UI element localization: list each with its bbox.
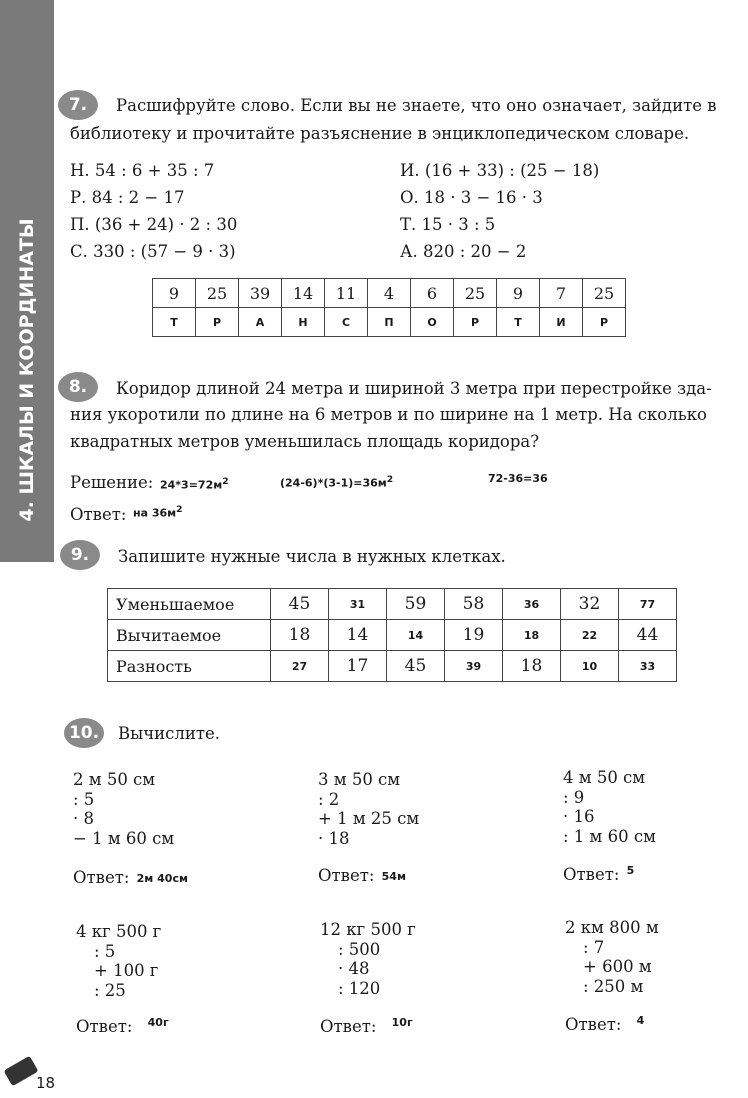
task-8-text: Коридор длиной 24 метра и шириной 3 метра при перестройке зда- [116, 379, 712, 398]
value-cell: 18 [271, 620, 329, 651]
letter-cell: А [239, 308, 282, 337]
value-cell: 18 [503, 620, 561, 651]
answer-row [563, 864, 634, 884]
answer-label: Ответ: [565, 1015, 622, 1034]
letter-cell: Т [497, 308, 540, 337]
task-10-text: Вычислите. [118, 724, 221, 743]
number-cell: 39 [239, 279, 282, 308]
page-number: 18 [36, 1074, 56, 1092]
start-value: 3 м 50 см [318, 770, 401, 789]
number-cell: 6 [411, 279, 454, 308]
operation: : 5 [94, 941, 116, 961]
operation: + 1 м 25 см [318, 809, 420, 828]
answer-row [318, 866, 406, 885]
value-cell: 58 [445, 589, 503, 620]
expression: А. 820 : 20 − 2 [400, 242, 527, 261]
value-cell: 10 [561, 651, 619, 682]
answer-row [565, 1014, 644, 1034]
row-label: Разность [108, 651, 271, 682]
answer-label: Ответ: [73, 868, 130, 887]
subtraction-table [107, 588, 677, 682]
row-label: Вычитаемое [108, 620, 271, 651]
operation: : 250 м [583, 976, 644, 996]
letter-cell: Р [454, 308, 497, 337]
operation: : 5 [73, 789, 95, 809]
task-7-text: Расшифруйте слово. Если вы не знаете, что оно означает, зайдите в [116, 96, 717, 115]
expression: О. 18 · 3 − 16 · 3 [400, 188, 543, 207]
operation: : 120 [338, 978, 381, 998]
letter-cell: Н [282, 308, 325, 337]
decode-table [152, 278, 626, 337]
calc-block [565, 918, 659, 996]
solution-step: 72-36=36 [488, 472, 548, 485]
answer-label: Ответ: [76, 1017, 133, 1036]
expression: Р. 84 : 2 − 17 [70, 188, 185, 207]
superscript: 2 [222, 476, 229, 487]
number-cell: 9 [153, 279, 196, 308]
start-value: 2 км 800 м [565, 918, 659, 937]
number-cell: 9 [497, 279, 540, 308]
calc-block [563, 768, 656, 846]
task-8-text: ния укоротили по длине на 6 метров и по ширине на 1 метр. На сколько [70, 405, 707, 424]
task-8-text: квадратных метров уменьшилась площадь коридора? [70, 432, 540, 451]
value-cell: 45 [387, 651, 445, 682]
letter-cell: И [540, 308, 583, 337]
operation: + 100 г [94, 961, 159, 980]
solution-step: 24*3=72м [160, 478, 223, 492]
operation: · 8 [73, 809, 94, 828]
expression: Н. 54 : 6 + 35 : 7 [70, 161, 215, 180]
letter-cell: О [411, 308, 454, 337]
value-cell: 32 [561, 589, 619, 620]
value-cell: 18 [503, 651, 561, 682]
value-cell: 27 [271, 651, 329, 682]
table-row [108, 651, 677, 682]
calc-block [76, 922, 161, 1000]
solution-label: Решение: [70, 473, 154, 492]
value-cell: 14 [329, 620, 387, 651]
number-cell: 25 [196, 279, 239, 308]
number-cell: 25 [454, 279, 497, 308]
start-value: 4 м 50 см [563, 768, 646, 787]
value-cell: 31 [329, 589, 387, 620]
letter-cell: Т [153, 308, 196, 337]
calc-block [318, 770, 419, 848]
value-cell: 33 [619, 651, 677, 682]
value-cell: 39 [445, 651, 503, 682]
answer-value: 10г [391, 1016, 413, 1029]
operation: : 9 [563, 787, 585, 807]
expression: И. (16 + 33) : (25 − 18) [400, 161, 600, 180]
start-value: 4 кг 500 г [76, 922, 162, 941]
operation: + 600 м [583, 957, 652, 976]
value-cell: 17 [329, 651, 387, 682]
chapter-title: 4. ШКАЛЫ И КООРДИНАТЫ [16, 218, 38, 522]
value-cell: 77 [619, 589, 677, 620]
logo-icon [4, 1056, 39, 1087]
answer-value: 4 [636, 1014, 645, 1027]
task-10-badge: 10. [64, 718, 104, 748]
number-cell: 11 [325, 279, 368, 308]
value-cell: 59 [387, 589, 445, 620]
letter-cell: Р [583, 308, 626, 337]
expression: С. 330 : (57 − 9 · 3) [70, 242, 236, 261]
operation: : 500 [338, 939, 381, 959]
answer-label: Ответ: [563, 865, 620, 884]
value-cell: 44 [619, 620, 677, 651]
calc-block [73, 770, 174, 848]
number-cell: 14 [282, 279, 325, 308]
table-row [108, 589, 677, 620]
answer-label: Ответ: [70, 505, 127, 524]
value-cell: 45 [271, 589, 329, 620]
operation: − 1 м 60 см [73, 828, 175, 848]
answer-value: 5 [626, 864, 635, 877]
number-cell: 4 [368, 279, 411, 308]
expression: П. (36 + 24) · 2 : 30 [70, 215, 238, 234]
superscript: 2 [386, 474, 394, 485]
value-cell: 22 [561, 620, 619, 651]
solution-step: (24-6)*(3-1)=36м [280, 476, 387, 490]
row-label: Уменьшаемое [108, 589, 271, 620]
task-8-badge: 8. [58, 372, 98, 402]
calc-block [320, 920, 416, 998]
answer-label: Ответ: [320, 1017, 377, 1036]
operation: : 2 [318, 789, 340, 809]
task-7-text: библиотеку и прочитайте разъяснение в энциклопедическом словаре. [70, 124, 690, 143]
operation: : 1 м 60 см [563, 826, 656, 846]
task-9-text: Запишите нужные числа в нужных клетках. [118, 547, 506, 566]
value-cell: 36 [503, 589, 561, 620]
task-7-badge: 7. [58, 90, 98, 120]
task-9-badge: 9. [60, 540, 100, 570]
table-row [108, 620, 677, 651]
operation: · 48 [338, 959, 370, 978]
letter-cell: П [368, 308, 411, 337]
answer-value: 54м [381, 870, 406, 883]
operation: : 7 [583, 937, 605, 957]
answer-row [320, 1016, 413, 1036]
start-value: 12 кг 500 г [320, 920, 416, 939]
operation: · 16 [563, 807, 595, 826]
operation: : 25 [94, 980, 126, 1000]
answer-value: 40г [147, 1016, 169, 1029]
answer-value: на 36м [133, 506, 177, 520]
value-cell: 19 [445, 620, 503, 651]
superscript: 2 [176, 504, 183, 515]
number-cell: 7 [540, 279, 583, 308]
answer-label: Ответ: [318, 866, 375, 885]
answer-row [73, 868, 188, 887]
start-value: 2 м 50 см [73, 770, 156, 789]
answer-value: 2м 40см [136, 872, 188, 885]
letter-cell: С [325, 308, 368, 337]
number-cell: 25 [583, 279, 626, 308]
operation: · 18 [318, 828, 350, 848]
value-cell: 14 [387, 620, 445, 651]
chapter-band [0, 0, 54, 562]
answer-row [76, 1016, 169, 1036]
letter-cell: Р [196, 308, 239, 337]
expression: Т. 15 · 3 : 5 [400, 215, 496, 234]
